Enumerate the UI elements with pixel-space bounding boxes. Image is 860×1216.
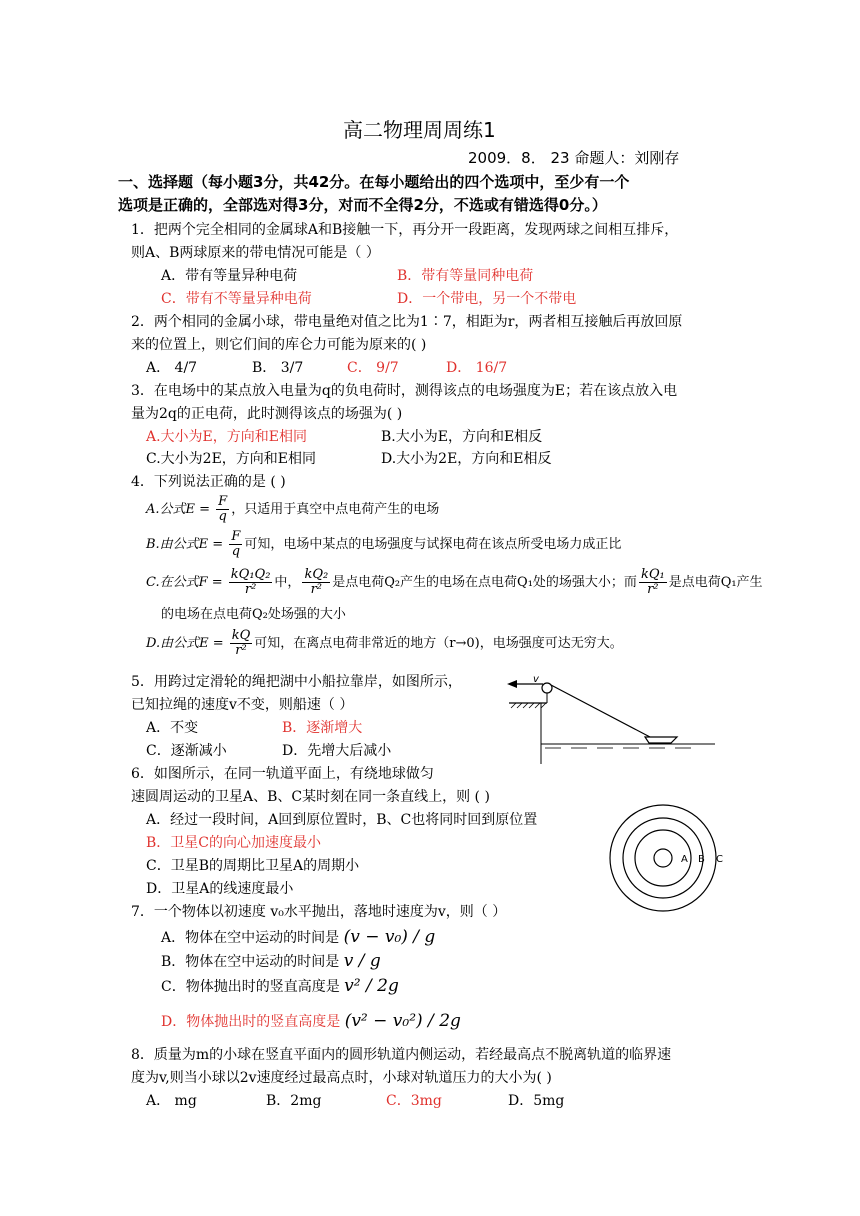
q6-option-d: D．卫星A的线速度最小: [146, 881, 294, 897]
satellite-c-label: C: [716, 854, 723, 865]
q4-option-c-line2: 的电场在点电荷Q₂处场强的大小: [161, 607, 346, 622]
q3-stem-line1: 3．在电场中的某点放入电量为q的负电荷时，测得该点的电场强度为E；若在该点放入电: [131, 383, 678, 399]
section-heading-line1: 一、选择题（每小题3分，共42分。在每小题给出的四个选项中，至少有一个: [118, 173, 630, 191]
formula-fraction: $\frac{\text{kQ₁}}{\text{r²}}$: [640, 567, 665, 597]
q3-option-b: B.大小为E，方向和E相反: [381, 429, 543, 445]
q2-stem-line2: 来的位置上，则它们间的库仑力可能为原来的( ): [131, 337, 427, 353]
q7-option-c: C．物体抛出时的竖直高度是 v² / 2g: [161, 976, 399, 996]
satellite-b-label: B: [698, 854, 705, 865]
formula-fraction: $\frac{\text{kQ₁Q₂}}{\text{r²}}$: [230, 567, 271, 597]
q6-option-c: C．卫星B的周期比卫星A的周期小: [146, 858, 360, 874]
q5-option-a: A．不变: [146, 720, 199, 736]
q8-option-d: D．5mg: [508, 1093, 565, 1109]
q2-option-c: C． 9/7: [347, 360, 399, 376]
q7-option-d: D．物体抛出时的竖直高度是 (v² − v₀²) / 2g: [161, 1011, 461, 1031]
q7-option-b: B．物体在空中运动的时间是 v / g: [161, 951, 381, 971]
q1-stem-line1: 1．把两个完全相同的金属球A和B接触一下，再分开一段距离，发现两球之间相互排斥，: [131, 222, 679, 238]
q4-option-a: A.公式E = $\frac{F}{q}$ ，只适用于真空中点电荷产生的电场: [146, 494, 440, 524]
q1-option-d: D．一个带电，另一个不带电: [397, 291, 577, 307]
q2-option-a: A． 4/7: [146, 360, 198, 376]
q3-option-a: A.大小为E，方向和E相同: [146, 429, 307, 445]
q5-stem-line1: 5．用跨过定滑轮的绳把湖中小船拉靠岸，如图所示，: [131, 674, 462, 690]
formula-fraction: $\frac{F}{q}$: [231, 529, 241, 559]
q4-option-c: C.在公式F = $\frac{\text{kQ₁Q₂}}{\text{r²}}$ 中， $\frac{\text{kQ₂}}{\text{r²}}$ 是点电荷Q₂产生的电场在点电荷Q₁处的场强大小；而 $\frac{\text{kQ₁}}{\text{r²}}$ 是点电荷Q₁产生: [146, 567, 763, 597]
q3-option-c: C.大小为2E，方向和E相同: [146, 451, 317, 467]
q4-option-d: D.由公式E = $\frac{kQ}{\text{r²}}$ 可知，在离点电荷非常近的地方（r→0)，电场强度可达无穷大。: [146, 628, 623, 658]
exam-meta: 2009．8． 23 命题人：刘刚存: [468, 149, 680, 167]
q4-option-b: B.由公式E = $\frac{F}{q}$ 可知，电场中某点的电场强度与试探电荷在该点所受电场力成正比: [146, 529, 622, 559]
q3-stem-line2: 量为2q的正电荷，此时测得该点的场强为( ): [131, 406, 403, 422]
q1-option-a: A．带有等量异种电荷: [161, 268, 298, 284]
page-title: 高二物理周周练1: [343, 118, 496, 142]
formula-fraction: $\frac{F}{q}$: [218, 494, 228, 524]
q2-stem-line1: 2．两个相同的金属小球，带电量绝对值之比为1∶7，相距为r，两者相互接触后再放回原: [131, 314, 683, 330]
q1-option-c: C．带有不等量异种电荷: [161, 291, 312, 307]
velocity-label: v: [533, 674, 539, 685]
q8-option-b: B．2mg: [266, 1093, 322, 1109]
q7-option-a: A．物体在空中运动的时间是 (v − v₀) / g: [161, 927, 436, 947]
q4-stem: 4．下列说法正确的是 ( ): [131, 474, 286, 490]
boat-pulley-figure: [505, 674, 720, 769]
q2-option-d: D． 16/7: [446, 360, 508, 376]
q5-option-b: B．逐渐增大: [282, 720, 363, 736]
q6-stem-line1: 6．如图所示，在同一轨道平面上，有绕地球做匀: [131, 766, 434, 782]
q5-option-c: C．逐渐减小: [146, 743, 227, 759]
satellite-a-label: A: [681, 854, 688, 865]
formula-fraction: $\frac{kQ}{\text{r²}}$: [231, 628, 251, 658]
formula-fraction: $\frac{\text{kQ₂}}{\text{r²}}$: [304, 567, 329, 597]
q7-stem: 7．一个物体以初速度 v₀水平抛出，落地时速度为v，则（ ）: [131, 904, 507, 920]
q8-option-c: C．3mg: [386, 1093, 442, 1109]
q1-option-b: B．带有等量同种电荷: [397, 268, 534, 284]
q6-option-b: B．卫星C的向心加速度最小: [146, 835, 321, 851]
satellite-orbits-figure: [608, 800, 726, 916]
q2-option-b: B． 3/7: [252, 360, 304, 376]
section-heading-line2: 选项是正确的，全部选对得3分，对而不全得2分，不选或有错选得0分。）: [118, 196, 607, 214]
q8-option-a: A． mg: [146, 1093, 197, 1109]
q3-option-d: D.大小为2E，方向和E相反: [381, 451, 552, 467]
q1-stem-line2: 则A、B两球原来的带电情况可能是（ ）: [131, 245, 380, 261]
q5-stem-line2: 已知拉绳的速度v不变，则船速（ ）: [131, 697, 354, 713]
q6-stem-line2: 速圆周运动的卫星A、B、C某时刻在同一条直线上，则 ( ): [131, 789, 490, 805]
q8-stem-line2: 度为v,则当小球以2v速度经过最高点时，小球对轨道压力的大小为( ): [131, 1070, 552, 1086]
q6-option-a: A．经过一段时间，A回到原位置时，B、C也将同时回到原位置: [146, 812, 538, 828]
q5-option-d: D．先增大后减小: [282, 743, 392, 759]
q8-stem-line1: 8．质量为m的小球在竖直平面内的圆形轨道内侧运动，若经最高点不脱离轨道的临界速: [131, 1047, 672, 1063]
